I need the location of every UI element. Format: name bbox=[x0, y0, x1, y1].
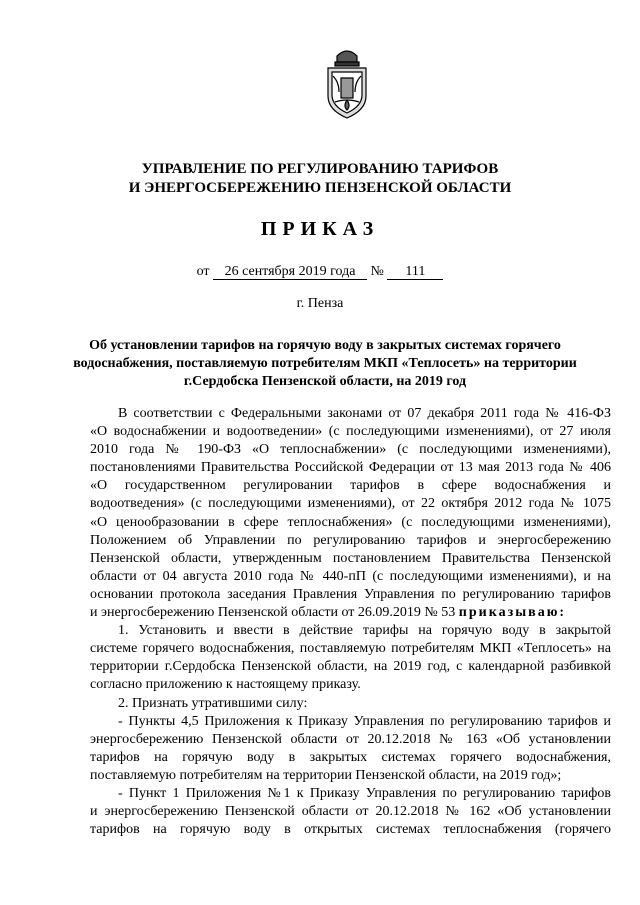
body-line: энергосбережению Пензенской области от 20.12.2018 № 163 «Об установлении bbox=[90, 731, 611, 747]
body-line: - Пункты 4,5 Приложения к Приказу Управления по регулированию тарифов и bbox=[118, 713, 611, 729]
body-line: 1. Установить и ввести в действие тарифы на горячую воду в закрытой bbox=[118, 623, 611, 639]
coat-of-arms-icon bbox=[323, 48, 371, 120]
body-line: «О водоснабжении и водоотведении» (с последующими изменениями), от 27 июля bbox=[90, 424, 611, 440]
body-line: тарифов на горячую воду в закрытых системах горячего водоснабжения, bbox=[90, 749, 611, 765]
subject-line: Об установлении тарифов на горячую воду в закрытых системах горячего bbox=[89, 338, 561, 353]
body-line: и энергосбережению Пензенской области от 20.12.2018 № 162 «Об установлении bbox=[90, 804, 611, 820]
body-line: постановлениями Правительства Российской Федерации от 13 мая 2013 года № 406 bbox=[90, 460, 611, 476]
body-line: В соответствии с Федеральными законами от 07 декабря 2011 года № 416-ФЗ bbox=[118, 406, 611, 421]
body-line: поставляемую потребителям на территории Пензенской области, на 2019 год»; bbox=[90, 767, 562, 783]
body-line: системе горячего водоснабжения, поставляемую потребителям МКП «Теплосеть» на bbox=[90, 641, 611, 657]
body-line: «О ценообразовании в сфере теплоснабжения» (с последующими изменениями), bbox=[90, 514, 611, 530]
body-line: основании протокола заседания Правления Управления по регулированию тарифов bbox=[90, 586, 611, 602]
subject-line: г.Сердобска Пензенской области, на 2019 год bbox=[183, 374, 467, 389]
body-line: 2. Признать утратившими силу: bbox=[118, 695, 308, 711]
body-line: «О государственном регулировании тарифов в сфере водоснабжения и bbox=[90, 478, 611, 494]
body-line: тарифов на горячую воду в открытых системах теплоснабжения (горячего bbox=[90, 822, 611, 838]
subject-line: водоснабжения, поставляемую потребителям МКП «Теплосеть» на территории bbox=[73, 356, 577, 371]
order-body bbox=[90, 405, 611, 839]
city: г. Пенза bbox=[296, 296, 344, 311]
order-date: 26 сентября 2019 года bbox=[213, 265, 367, 280]
body-line: согласно приложению к настоящему приказу. bbox=[90, 677, 361, 693]
agency-name-line1: УПРАВЛЕНИЕ ПО РЕГУЛИРОВАНИЮ ТАРИФОВ bbox=[141, 161, 499, 177]
date-prefix: от bbox=[196, 264, 210, 279]
document-title: ПРИКАЗ bbox=[260, 218, 380, 240]
agency-name-line2: И ЭНЕРГОСБЕРЕЖЕНИЮ ПЕНЗЕНСКОЙ ОБЛАСТИ bbox=[128, 180, 512, 196]
body-line bbox=[90, 604, 611, 622]
body-line: водоотведения» (с последующими изменениями), от 22 октября 2012 года № 1075 bbox=[90, 496, 611, 512]
body-line: территории г.Сердобска Пензенской области, на 2019 год, с календарной разбивкой bbox=[90, 659, 611, 675]
date-number-line bbox=[0, 264, 640, 280]
body-line-text: и энергосбережению Пензенской области от 26.09.2019 № 53 bbox=[90, 605, 456, 621]
body-line: области от 04 августа 2010 года № 440-пП (с последующими изменениями), и на bbox=[90, 568, 611, 584]
number-sign: № bbox=[370, 264, 384, 279]
order-keyword: приказываю: bbox=[458, 605, 567, 621]
body-line: Положением об Управлении по регулированию тарифов и энергосбережению bbox=[90, 532, 611, 548]
body-line: Пензенской области, утвержденным постановлением Правительства Пензенской bbox=[90, 550, 611, 566]
body-line: - Пункт 1 Приложения №1 к Приказу Управления по регулированию тарифов bbox=[118, 785, 611, 801]
body-line: 2010 года № 190-ФЗ «О теплоснабжении» (с последующими изменениями), bbox=[90, 442, 611, 458]
order-number: 111 bbox=[387, 265, 443, 280]
order-subject bbox=[60, 337, 590, 391]
